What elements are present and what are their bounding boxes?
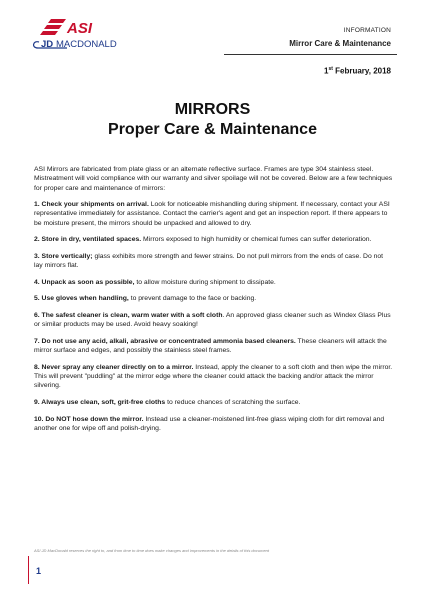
document-date: 1st February, 2018 (323, 66, 391, 76)
header-title: Mirror Care & Maintenance (289, 39, 391, 48)
list-item: 7. Do not use any acid, alkali, abrasive or concentrated ammonia based cleaners. These cleaners will attack the mirror surface and edges, and possibly the stainless steel frames. (34, 337, 387, 355)
footer-accent-bar (28, 556, 29, 584)
company-logo (27, 18, 147, 52)
list-item: 4. Unpack as soon as possible, to allow moisture during shipment to dissipate. (34, 278, 276, 286)
footer-disclaimer: ASI JD MacDonald reserves the right to, and from time to time does make changes and improvements in the details of this document (34, 548, 270, 553)
intro-paragraph: ASI Mirrors are fabricated from plate glass or an alternate reflective surface. Frames are type 304 stainless steel. Mistreatment will void compliance with our warranty and silver spoilage will not be covered. Below are a few techniques for proper care and maintenance of mirrors: (34, 166, 393, 192)
list-item: 9. Always use clean, soft, grit-free cloths to reduce chances of scratching the surface. (34, 399, 301, 407)
list-item: 1. Check your shipments on arrival. Look for noticeable mishandling during shipment. If necessary, contact your ASI representative immediately for assistance. Contact the carrier's agent and get an inspection report. If there appears to be moisture present, the mirrors should be unpacked and allowed to dry. (34, 201, 390, 227)
header-section-label: INFORMATION (343, 27, 391, 34)
list-item: 3. Store vertically; glass exhibits more strength and fewer strains. Do not pull mirrors from the ends of case. Do not lay mirrors flat. (34, 252, 384, 270)
list-item: 6. The safest cleaner is clean, warm water with a soft cloth. An approved glass cleaner such as Windex Glass Plus or similar products may be used. Avoid heavy soaking! (34, 312, 391, 329)
list-item: 10. Do NOT hose down the mirror. Instead use a cleaner-moistened lint-free glass wiping cloth for dirt removal and another one for wipe off and polish-drying. (34, 415, 385, 432)
svg-text:ASI: ASI (67, 20, 93, 37)
page-title: MIRRORS (174, 101, 251, 118)
page-number: 1 (36, 566, 42, 576)
svg-text:JD: JD (41, 39, 54, 50)
list-item: 2. Store in dry, ventilated spaces. Mirrors exposed to high humidity or chemical fumes can suffer deterioration. (34, 236, 372, 244)
list-item: 5. Use gloves when handling, to prevent damage to the face or backing. (34, 295, 257, 303)
header-divider (224, 54, 397, 55)
document-body (34, 165, 393, 441)
page-subtitle: Proper Care & Maintenance (108, 121, 317, 138)
list-item: 8. Never spray any cleaner directly on to a mirror. Instead, apply the cleaner to a soft cloth and then wipe the mirror. This will prevent "puddling" at the mirror edge where the cleaner could attack the backing and/or attack the mirror silvering. (34, 363, 393, 390)
svg-text:MACDONALD: MACDONALD (56, 39, 117, 50)
